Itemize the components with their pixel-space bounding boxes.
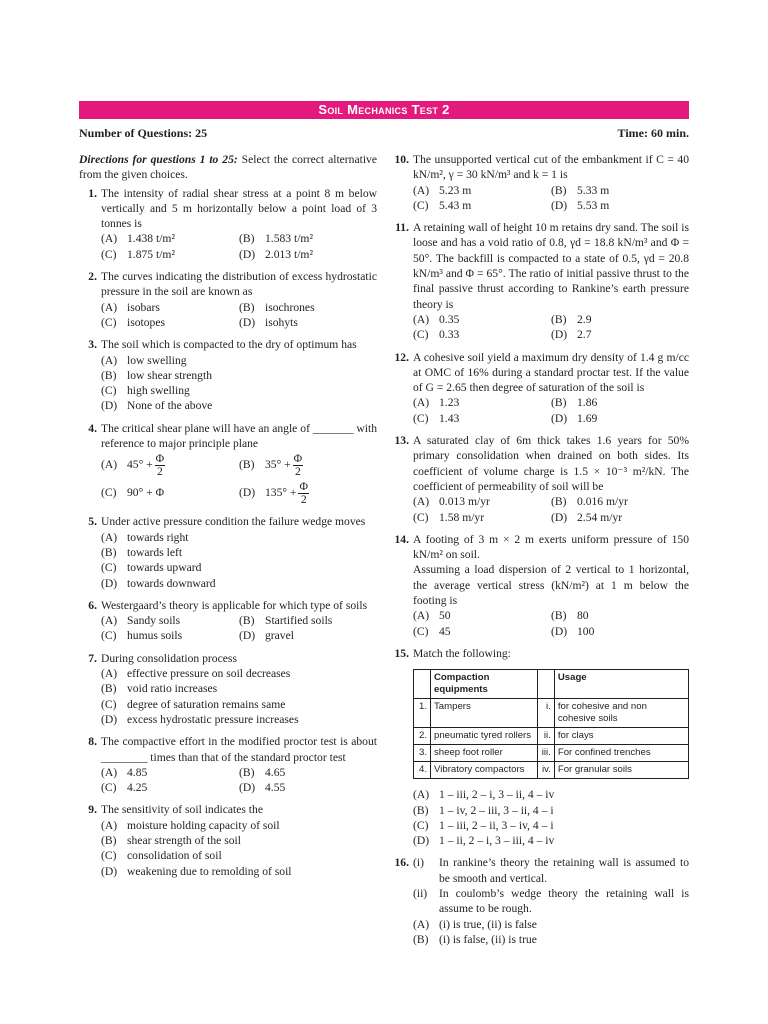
option-d: (D) isohyts (239, 315, 298, 329)
option-a: (A) effective pressure on soil decreases (101, 667, 291, 681)
num-questions: Number of Questions: 25 (79, 126, 208, 140)
option-c: (C) towards upward (101, 561, 202, 575)
question-16 (391, 855, 689, 947)
option-c: (C) high swelling (101, 384, 190, 398)
option-a: (A) 5.23 m (413, 183, 472, 197)
question-number: 5. (88, 515, 97, 529)
option-a: (A) 1.23 (413, 396, 460, 410)
fraction: $\frac{\Phi}{2}$ (293, 452, 303, 479)
option-b: (B) 4.65 (239, 765, 286, 779)
option-d: (D) 4.55 (239, 781, 286, 795)
option-b: (B) towards left (101, 545, 183, 559)
question-text: Match the following: (413, 646, 511, 660)
options (413, 395, 689, 426)
question-2 (79, 269, 377, 330)
question-number: 6. (88, 598, 97, 612)
question-text: Under active pressure condition the failure wedge moves (101, 515, 366, 529)
question-text: The compactive effort in the modified proctor test is about ________ times than that of the standard proctor test (101, 735, 377, 764)
option-b: (B) (i) is false, (ii) is true (413, 932, 537, 946)
option-a: (A) 50 (413, 609, 451, 623)
options (413, 917, 689, 948)
option-c: (C) 1.58 m/yr (413, 510, 485, 524)
option-b: (B) 2.9 (551, 312, 592, 326)
question-11 (391, 220, 689, 342)
table-header-row (414, 670, 689, 699)
option-b: (B) low shear strength (101, 368, 213, 382)
option-a: (A) 1 – iii, 2 – i, 3 – ii, 4 – iv (413, 788, 555, 802)
question-number: 12. (394, 350, 409, 364)
time-limit: Time: 60 min. (617, 126, 689, 140)
option-c: (C) 4.25 (101, 781, 148, 795)
option-a: (A) 1.438 t/m² (101, 232, 175, 246)
question-text: The critical shear plane will have an angle of _______ with reference to major principle plane (101, 421, 377, 451)
question-text: The intensity of radial shear stress at a point 8 m below vertically and 5 m horizontally below a point load of 3 tonnes is (101, 186, 377, 231)
question-number: 16. (394, 856, 409, 870)
option-d: (D) weakening due to remolding of soil (101, 864, 292, 878)
match-table (413, 669, 689, 779)
question-number: 4. (88, 421, 97, 435)
option-b: (B) 1 – iv, 2 – iii, 3 – ii, 4 – i (413, 803, 554, 817)
question-text: A footing of 3 m × 2 m exerts uniform pressure of 150 kN/m² on soil. (413, 532, 689, 562)
question-4 (79, 421, 377, 508)
fraction: $\frac{\Phi}{2}$ (155, 452, 165, 479)
question-13 (391, 433, 689, 525)
options (101, 530, 377, 591)
option-a: (A) 0.35 (413, 312, 460, 326)
table-row: 1. Tampers i. for cohesive and non cohesive soils (414, 699, 689, 728)
left-column (79, 152, 377, 886)
question-3 (79, 337, 377, 413)
question-12 (391, 350, 689, 426)
options (101, 353, 377, 414)
options (101, 666, 377, 727)
option-c: (C) 5.43 m (413, 198, 472, 212)
statement-i: (i) In rankine’s theory the retaining wall is assumed to be smooth and vertical. (413, 856, 689, 885)
option-b: (B) 1.86 (551, 396, 598, 410)
question-text: The soil which is compacted to the dry of optimum has (101, 338, 357, 352)
question-text: A cohesive soil yield a maximum dry density of 1.4 g m/cc at OMC of 16% during a standard proctar test. If the value of G = 2.65 then degree of saturation of the soil is (413, 350, 689, 395)
option-a: (A) 0.013 m/yr (413, 495, 490, 509)
option-c: (C) 90° + Φ (101, 486, 165, 500)
option-b: (B) 5.33 m (551, 183, 610, 197)
option-c: (C) 1.875 t/m² (101, 247, 175, 261)
options (413, 183, 689, 214)
options (101, 818, 377, 879)
question-text: During consolidation process (101, 651, 237, 665)
option-c: (C) consolidation of soil (101, 849, 222, 863)
question-15-options (391, 787, 689, 848)
option-b: (B) 1.583 t/m² (239, 232, 313, 246)
question-number: 10. (394, 153, 409, 166)
option-b: (B) 0.016 m/yr (551, 495, 628, 509)
question-text: The curves indicating the distribution of excess hydrostatic pressure in the soil are known as (101, 270, 377, 299)
question-text: The sensitivity of soil indicates the (101, 803, 263, 817)
fraction: $\frac{\Phi}{2}$ (299, 480, 308, 507)
option-a: (A) low swelling (101, 353, 187, 367)
table-row: 2. pneumatic tyred rollers ii. for clays (414, 728, 689, 745)
table-row: 4. Vibratory compactors iv. For granular soils (414, 762, 689, 779)
question-number: 3. (88, 338, 97, 352)
option-b: (B) 80 (551, 609, 589, 623)
option-b: (B) Startified soils (239, 614, 333, 628)
question-14 (391, 532, 689, 639)
options (101, 765, 377, 796)
option-d: (D) 1 – ii, 2 – i, 3 – iii, 4 – iv (413, 834, 555, 848)
column-header: Compaction equipments (431, 670, 538, 699)
right-column (391, 152, 689, 954)
option-d: (D) 2.54 m/yr (551, 510, 623, 524)
statement-ii: (ii) In coulomb’s wedge theory the retaining wall is assume to be rough. (413, 886, 689, 916)
options (101, 231, 377, 262)
option-a: (A) (i) is true, (ii) is false (413, 917, 537, 931)
options (413, 787, 689, 848)
option-b: (B) 35° + $\frac{\Phi}{2}$ (239, 452, 303, 479)
option-a: (A) towards right (101, 530, 189, 544)
question-number: 2. (88, 270, 97, 284)
options (101, 451, 377, 507)
question-number: 9. (88, 803, 97, 817)
question-7 (79, 651, 377, 727)
question-9 (79, 802, 377, 878)
option-a: (A) 45° + $\frac{\Phi}{2}$ (101, 452, 165, 479)
options (101, 300, 377, 331)
option-c: (C) isotopes (101, 315, 166, 329)
option-b: (B) void ratio increases (101, 682, 218, 696)
question-number: 15. (394, 646, 409, 660)
question-6 (79, 598, 377, 644)
table-row: 3. sheep foot roller iii. For confined trenches (414, 745, 689, 762)
option-b: (B) isochrones (239, 300, 315, 314)
option-c: (C) 45 (413, 624, 451, 638)
option-c: (C) degree of saturation remains same (101, 697, 286, 711)
question-15 (391, 646, 689, 661)
option-d: (D) 100 (551, 624, 595, 638)
option-d: (D) 5.53 m (551, 198, 610, 212)
question-10 (391, 152, 689, 213)
option-b: (B) shear strength of the soil (101, 833, 241, 847)
option-d: (D) gravel (239, 629, 294, 643)
option-c: (C) 1.43 (413, 411, 460, 425)
options (413, 494, 689, 525)
option-a: (A) 4.85 (101, 765, 148, 779)
question-8 (79, 734, 377, 795)
question-5 (79, 514, 377, 590)
options (101, 613, 377, 644)
option-a: (A) Sandy soils (101, 614, 181, 628)
question-number: 8. (88, 735, 97, 749)
option-c: (C) 1 – iii, 2 – ii, 3 – iv, 4 – i (413, 818, 554, 832)
option-d: (D) 135° + $\frac{\Phi}{2}$ (239, 480, 308, 507)
option-c: (C) humus soils (101, 629, 183, 643)
question-number: 11. (395, 221, 409, 235)
question-number: 13. (394, 434, 409, 448)
question-text-continued: Assuming a load dispersion of 2 vertical to 1 horizontal, the average vertical stress (kN/m²) at 1 m below the footing is (413, 563, 689, 608)
option-c: (C) 0.33 (413, 328, 460, 342)
option-a: (A) isobars (101, 300, 160, 314)
question-text: The unsupported vertical cut of the embankment if C = 40 kN/m², γ = 30 kN/m³ and k = 1 is (413, 153, 689, 182)
question-number: 7. (88, 651, 97, 665)
directions: Directions for questions 1 to 25: Select the correct alternative from the given choices. (79, 153, 377, 182)
option-a: (A) moisture holding capacity of soil (101, 818, 280, 832)
question-1 (79, 186, 377, 262)
options (413, 312, 689, 343)
test-title-banner: Soil Mechanics Test 2 (79, 101, 689, 119)
question-text: Westergaard’s theory is applicable for which type of soils (101, 598, 368, 612)
question-text: A retaining wall of height 10 m retains dry sand. The soil is loose and has a void ratio of 0.8, γd = 18.8 kN/m³ and Φ = 50°. The backfill is compacted to a state of 0.5, γd = 20.8 kN/m³ and Φ = 65°. The ratio of initial passive thrust to the final passive thrust according to Rankine’s earth pressure theory is (413, 221, 689, 311)
question-text: A saturated clay of 6m thick takes 1.6 years for 50% primary consolidation when drained on both sides. Its coefficient of volume charge is 1.5 × 10⁻³ m²/kN. The coefficient of permeability of soil will be (413, 434, 689, 493)
option-d: (D) 2.013 t/m² (239, 247, 313, 261)
option-d: (D) 2.7 (551, 328, 592, 342)
question-number: 1. (88, 186, 97, 200)
option-d: (D) None of the above (101, 399, 213, 413)
option-d: (D) 1.69 (551, 411, 598, 425)
column-header: Usage (554, 670, 688, 699)
options (413, 608, 689, 639)
option-d: (D) excess hydrostatic pressure increases (101, 712, 299, 726)
question-number: 14. (394, 532, 409, 546)
option-d: (D) towards downward (101, 576, 216, 590)
